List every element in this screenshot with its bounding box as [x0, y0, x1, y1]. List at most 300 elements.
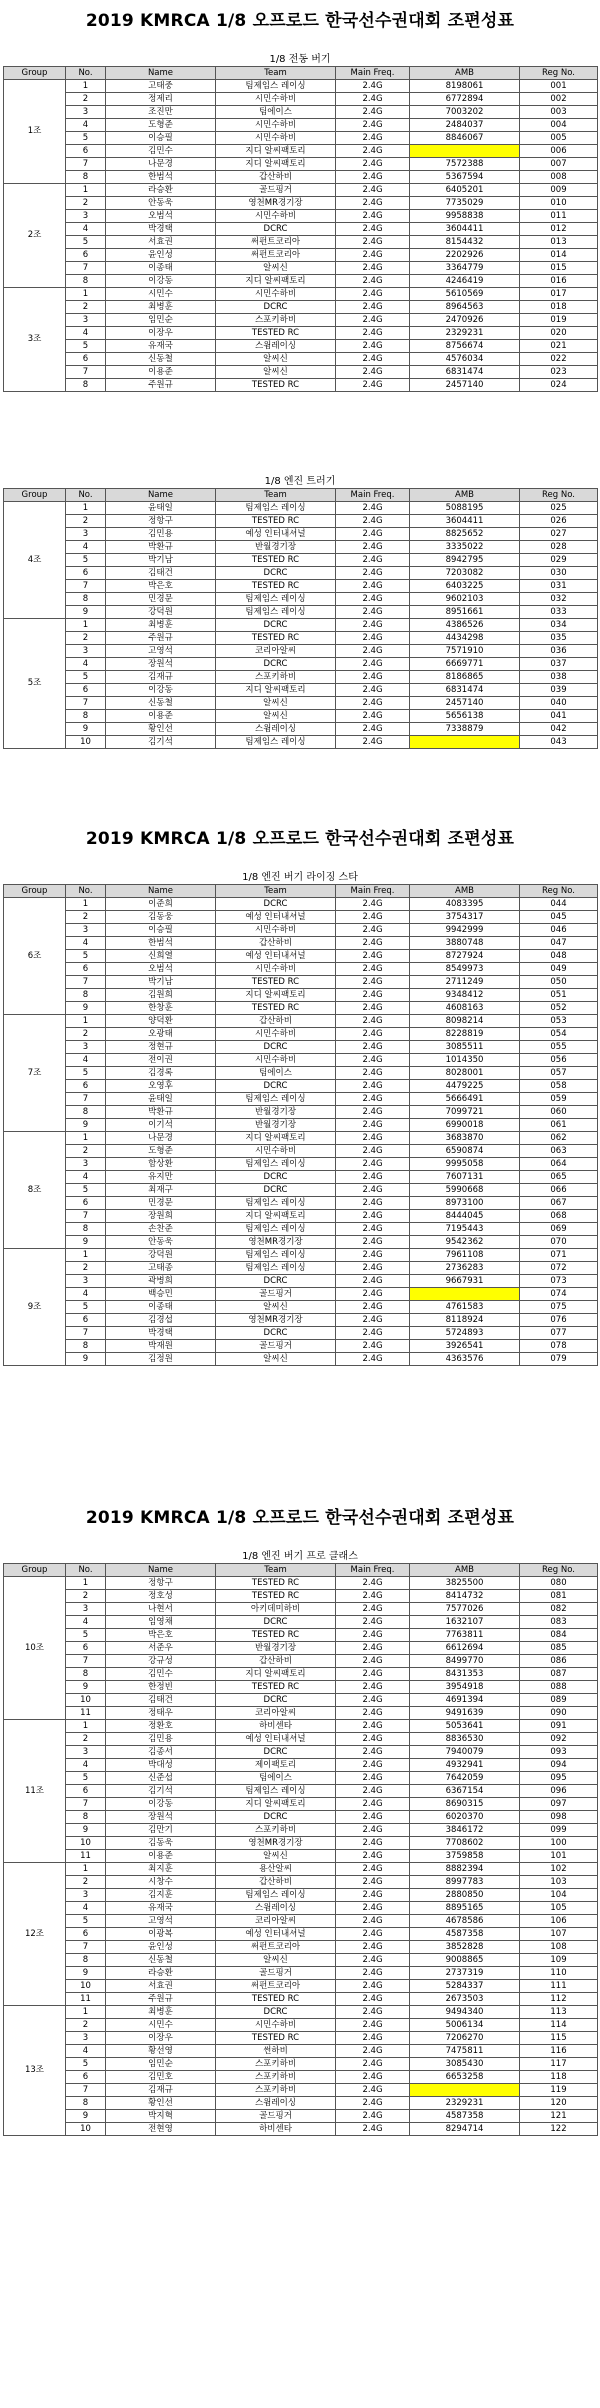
team-cell: 반월경기장: [216, 541, 336, 554]
reg-no-cell: 108: [520, 1941, 598, 1954]
reg-no-cell: 048: [520, 950, 598, 963]
name-cell: 김태건: [106, 1694, 216, 1707]
table-row: [4, 2006, 598, 2019]
amb-cell: 7642059: [410, 1772, 520, 1785]
no-cell: 3: [66, 528, 106, 541]
name-cell: 도형준: [106, 1145, 216, 1158]
team-cell: 팀제임스 레이싱: [216, 736, 336, 749]
freq-cell: 2.4G: [336, 2032, 410, 2045]
freq-cell: 2.4G: [336, 2071, 410, 2084]
table-row: [4, 366, 598, 379]
group-cell: 2조: [4, 184, 66, 288]
no-cell: 7: [66, 366, 106, 379]
freq-cell: 2.4G: [336, 2084, 410, 2097]
group-cell: 1조: [4, 80, 66, 184]
amb-cell: 8951661: [410, 606, 520, 619]
team-cell: 골드핑거: [216, 184, 336, 197]
table-row: [4, 950, 598, 963]
reg-no-cell: 028: [520, 541, 598, 554]
freq-cell: 2.4G: [336, 1915, 410, 1928]
no-cell: 11: [66, 1850, 106, 1863]
reg-no-cell: 034: [520, 619, 598, 632]
freq-cell: 2.4G: [336, 2019, 410, 2032]
no-cell: 3: [66, 1275, 106, 1288]
table-row: [4, 989, 598, 1002]
name-cell: 정항구: [106, 515, 216, 528]
reg-no-cell: 071: [520, 1249, 598, 1262]
no-cell: 7: [66, 697, 106, 710]
freq-cell: 2.4G: [336, 1616, 410, 1629]
table-row: [4, 1590, 598, 1603]
reg-no-cell: 036: [520, 645, 598, 658]
no-cell: 1: [66, 288, 106, 301]
team-cell: 지디 알씨팩토리: [216, 989, 336, 1002]
column-header: AMB: [410, 885, 520, 898]
team-cell: 골드핑거: [216, 1340, 336, 1353]
table-row: [4, 1197, 598, 1210]
amb-cell: 9491639: [410, 1707, 520, 1720]
reg-no-cell: 067: [520, 1197, 598, 1210]
no-cell: 6: [66, 684, 106, 697]
no-cell: 4: [66, 937, 106, 950]
reg-no-cell: 038: [520, 671, 598, 684]
amb-cell: 4246419: [410, 275, 520, 288]
table-row: [4, 353, 598, 366]
amb-cell: 3880748: [410, 937, 520, 950]
freq-cell: 2.4G: [336, 1275, 410, 1288]
no-cell: 1: [66, 1720, 106, 1733]
amb-cell: 8431353: [410, 1668, 520, 1681]
freq-cell: 2.4G: [336, 502, 410, 515]
reg-no-cell: 100: [520, 1837, 598, 1850]
column-header: Reg No.: [520, 67, 598, 80]
amb-cell: 8499770: [410, 1655, 520, 1668]
name-cell: 정태우: [106, 1707, 216, 1720]
table-row: [4, 1106, 598, 1119]
team-cell: TESTED RC: [216, 379, 336, 392]
column-header: No.: [66, 489, 106, 502]
amb-cell: 8118924: [410, 1314, 520, 1327]
no-cell: 5: [66, 340, 106, 353]
name-cell: 임영채: [106, 1616, 216, 1629]
freq-cell: 2.4G: [336, 1223, 410, 1236]
reg-no-cell: 005: [520, 132, 598, 145]
team-cell: DCRC: [216, 223, 336, 236]
amb-cell: 2711249: [410, 976, 520, 989]
no-cell: 1: [66, 1132, 106, 1145]
reg-no-cell: 054: [520, 1028, 598, 1041]
table-row: [4, 1798, 598, 1811]
reg-no-cell: 033: [520, 606, 598, 619]
amb-cell: 2880850: [410, 1889, 520, 1902]
table-row: [4, 93, 598, 106]
name-cell: 신준섭: [106, 1772, 216, 1785]
table-row: [4, 658, 598, 671]
team-cell: TESTED RC: [216, 1002, 336, 1015]
team-cell: DCRC: [216, 1275, 336, 1288]
freq-cell: 2.4G: [336, 275, 410, 288]
table-row: [4, 2019, 598, 2032]
reg-no-cell: 098: [520, 1811, 598, 1824]
team-cell: 갑산하비: [216, 1655, 336, 1668]
table-row: [4, 2123, 598, 2136]
team-cell: 반월경기장: [216, 1119, 336, 1132]
team-cell: 스윔레이싱: [216, 723, 336, 736]
freq-cell: 2.4G: [336, 1811, 410, 1824]
table-row: [4, 2058, 598, 2071]
team-cell: TESTED RC: [216, 515, 336, 528]
table-row: [4, 1210, 598, 1223]
no-cell: 5: [66, 1915, 106, 1928]
no-cell: 2: [66, 1262, 106, 1275]
team-cell: DCRC: [216, 1080, 336, 1093]
no-cell: 2: [66, 911, 106, 924]
amb-cell: [410, 736, 520, 749]
no-cell: 1: [66, 1577, 106, 1590]
reg-no-cell: 060: [520, 1106, 598, 1119]
reg-no-cell: 105: [520, 1902, 598, 1915]
name-cell: 정항구: [106, 1577, 216, 1590]
group-cell: 5조: [4, 619, 66, 749]
name-cell: 박경택: [106, 223, 216, 236]
header-row: [4, 67, 598, 80]
table-row: [4, 541, 598, 554]
amb-cell: 8882394: [410, 1863, 520, 1876]
name-cell: 윤인성: [106, 1941, 216, 1954]
reg-no-cell: 024: [520, 379, 598, 392]
freq-cell: 2.4G: [336, 353, 410, 366]
no-cell: 11: [66, 1993, 106, 2006]
freq-cell: 2.4G: [336, 1707, 410, 1720]
column-header: Name: [106, 489, 216, 502]
column-header: Team: [216, 1564, 336, 1577]
name-cell: 김기석: [106, 736, 216, 749]
freq-cell: 2.4G: [336, 1720, 410, 1733]
reg-no-cell: 081: [520, 1590, 598, 1603]
no-cell: 4: [66, 1902, 106, 1915]
no-cell: 9: [66, 1236, 106, 1249]
name-cell: 오영후: [106, 1080, 216, 1093]
freq-cell: 2.4G: [336, 1067, 410, 1080]
table-row: [4, 1236, 598, 1249]
column-header: Name: [106, 885, 216, 898]
freq-cell: 2.4G: [336, 1746, 410, 1759]
table-row: [4, 1733, 598, 1746]
table-row: [4, 963, 598, 976]
reg-no-cell: 076: [520, 1314, 598, 1327]
freq-cell: 2.4G: [336, 236, 410, 249]
no-cell: 5: [66, 1067, 106, 1080]
no-cell: 8: [66, 275, 106, 288]
no-cell: 3: [66, 924, 106, 937]
name-cell: 황인선: [106, 2097, 216, 2110]
reg-no-cell: 045: [520, 911, 598, 924]
section-title: 1/8 엔진 트러기: [264, 476, 336, 487]
amb-cell: 2202926: [410, 249, 520, 262]
table-row: [4, 1707, 598, 1720]
amb-cell: 3954918: [410, 1681, 520, 1694]
name-cell: 신동철: [106, 353, 216, 366]
team-cell: 스윔레이싱: [216, 1902, 336, 1915]
team-cell: TESTED RC: [216, 1629, 336, 1642]
team-cell: 시민수하비: [216, 1054, 336, 1067]
reg-no-cell: 116: [520, 2045, 598, 2058]
freq-cell: 2.4G: [336, 210, 410, 223]
column-header: Group: [4, 489, 66, 502]
team-cell: 하비센타: [216, 2123, 336, 2136]
column-header: Main Freq.: [336, 67, 410, 80]
no-cell: 2: [66, 301, 106, 314]
team-cell: 영천MR경기장: [216, 1837, 336, 1850]
no-cell: 9: [66, 606, 106, 619]
reg-no-cell: 022: [520, 353, 598, 366]
no-cell: 1: [66, 1863, 106, 1876]
name-cell: 이승필: [106, 924, 216, 937]
amb-cell: 6831474: [410, 684, 520, 697]
reg-no-cell: 039: [520, 684, 598, 697]
name-cell: 정현규: [106, 1041, 216, 1054]
group-cell: 3조: [4, 288, 66, 392]
team-cell: 시민수하비: [216, 119, 336, 132]
no-cell: 3: [66, 2032, 106, 2045]
amb-cell: 2736283: [410, 1262, 520, 1275]
team-cell: 골드핑거: [216, 2110, 336, 2123]
reg-no-cell: 042: [520, 723, 598, 736]
name-cell: 한범석: [106, 937, 216, 950]
amb-cell: 9348412: [410, 989, 520, 1002]
reg-no-cell: 069: [520, 1223, 598, 1236]
team-cell: DCRC: [216, 1746, 336, 1759]
team-cell: 제이팩토리: [216, 1759, 336, 1772]
team-cell: 지디 알씨팩토리: [216, 1668, 336, 1681]
no-cell: 7: [66, 2084, 106, 2097]
freq-cell: 2.4G: [336, 989, 410, 1002]
column-header: Name: [106, 1564, 216, 1577]
amb-cell: 7961108: [410, 1249, 520, 1262]
freq-cell: 2.4G: [336, 1967, 410, 1980]
amb-cell: 2329231: [410, 2097, 520, 2110]
name-cell: 라승환: [106, 1967, 216, 1980]
table-row: [4, 301, 598, 314]
freq-cell: 2.4G: [336, 1314, 410, 1327]
name-cell: 박환규: [106, 541, 216, 554]
amb-cell: 5610569: [410, 288, 520, 301]
reg-no-cell: 115: [520, 2032, 598, 2045]
team-cell: DCRC: [216, 301, 336, 314]
no-cell: 5: [66, 132, 106, 145]
team-cell: 팀제임스 레이싱: [216, 606, 336, 619]
team-cell: 영천MR경기장: [216, 1314, 336, 1327]
amb-cell: 6590874: [410, 1145, 520, 1158]
no-cell: 4: [66, 1616, 106, 1629]
name-cell: 이강동: [106, 1798, 216, 1811]
name-cell: 김민용: [106, 1733, 216, 1746]
freq-cell: 2.4G: [336, 976, 410, 989]
reg-no-cell: 040: [520, 697, 598, 710]
amb-cell: 3683870: [410, 1132, 520, 1145]
table-row: [4, 223, 598, 236]
reg-no-cell: 057: [520, 1067, 598, 1080]
no-cell: 4: [66, 658, 106, 671]
no-cell: 10: [66, 1980, 106, 1993]
amb-cell: 8098214: [410, 1015, 520, 1028]
reg-no-cell: 049: [520, 963, 598, 976]
column-header: Main Freq.: [336, 489, 410, 502]
amb-cell: 3759858: [410, 1850, 520, 1863]
name-cell: 강덕원: [106, 1249, 216, 1262]
team-cell: 시민수하비: [216, 924, 336, 937]
reg-no-cell: 113: [520, 2006, 598, 2019]
reg-no-cell: 093: [520, 1746, 598, 1759]
freq-cell: 2.4G: [336, 554, 410, 567]
amb-cell: 7763811: [410, 1629, 520, 1642]
table-row: [4, 1967, 598, 1980]
table-row: [4, 1262, 598, 1275]
table-row: [4, 684, 598, 697]
table-row: [4, 619, 598, 632]
team-cell: 알씨신: [216, 366, 336, 379]
table-row: [4, 197, 598, 210]
amb-cell: 5088195: [410, 502, 520, 515]
reg-no-cell: 065: [520, 1171, 598, 1184]
name-cell: 고태종: [106, 1262, 216, 1275]
reg-no-cell: 025: [520, 502, 598, 515]
team-cell: DCRC: [216, 1616, 336, 1629]
no-cell: 8: [66, 710, 106, 723]
amb-cell: 3085511: [410, 1041, 520, 1054]
amb-cell: 8846067: [410, 132, 520, 145]
no-cell: 9: [66, 1353, 106, 1366]
amb-cell: 5284337: [410, 1980, 520, 1993]
freq-cell: 2.4G: [336, 1145, 410, 1158]
page-title: 2019 KMRCA 1/8 오프로드 한국선수권대회 조편성표: [85, 829, 515, 849]
freq-cell: 2.4G: [336, 132, 410, 145]
reg-no-cell: 112: [520, 1993, 598, 2006]
no-cell: 3: [66, 1603, 106, 1616]
no-cell: 3: [66, 106, 106, 119]
reg-no-cell: 063: [520, 1145, 598, 1158]
reg-no-cell: 092: [520, 1733, 598, 1746]
freq-cell: 2.4G: [336, 80, 410, 93]
column-header: Group: [4, 1564, 66, 1577]
name-cell: 이승필: [106, 132, 216, 145]
freq-cell: 2.4G: [336, 1772, 410, 1785]
name-cell: 김태건: [106, 567, 216, 580]
team-cell: 팀제임스 레이싱: [216, 1223, 336, 1236]
freq-cell: 2.4G: [336, 710, 410, 723]
no-cell: 8: [66, 593, 106, 606]
freq-cell: 2.4G: [336, 197, 410, 210]
team-cell: 팀에이스: [216, 106, 336, 119]
no-cell: 4: [66, 1171, 106, 1184]
reg-no-cell: 031: [520, 580, 598, 593]
name-cell: 이강동: [106, 275, 216, 288]
no-cell: 10: [66, 2123, 106, 2136]
freq-cell: 2.4G: [336, 924, 410, 937]
amb-cell: 9995058: [410, 1158, 520, 1171]
no-cell: 6: [66, 353, 106, 366]
amb-cell: 8154432: [410, 236, 520, 249]
column-header: Group: [4, 885, 66, 898]
team-cell: 팀에이스: [216, 1067, 336, 1080]
name-cell: 김민용: [106, 528, 216, 541]
table-row: [4, 1603, 598, 1616]
team-cell: 하비센타: [216, 1720, 336, 1733]
reg-no-cell: 120: [520, 2097, 598, 2110]
no-cell: 1: [66, 502, 106, 515]
table-row: [4, 1746, 598, 1759]
reg-no-cell: 037: [520, 658, 598, 671]
amb-cell: 7206270: [410, 2032, 520, 2045]
name-cell: 김경섭: [106, 1314, 216, 1327]
freq-cell: 2.4G: [336, 1824, 410, 1837]
freq-cell: 2.4G: [336, 937, 410, 950]
freq-cell: 2.4G: [336, 658, 410, 671]
team-cell: 영천MR경기장: [216, 197, 336, 210]
freq-cell: 2.4G: [336, 1590, 410, 1603]
table-row: [4, 1941, 598, 1954]
table-row: [4, 1119, 598, 1132]
team-cell: 예성 인터내셔널: [216, 1733, 336, 1746]
amb-cell: 7338879: [410, 723, 520, 736]
group-table: [3, 66, 598, 392]
name-cell: 이용준: [106, 1850, 216, 1863]
table-row: [4, 80, 598, 93]
table-row: [4, 1759, 598, 1772]
name-cell: 박대성: [106, 1759, 216, 1772]
name-cell: 강덕원: [106, 606, 216, 619]
no-cell: 7: [66, 580, 106, 593]
name-cell: 임민순: [106, 314, 216, 327]
table-row: [4, 1850, 598, 1863]
amb-cell: 9942999: [410, 924, 520, 937]
name-cell: 김민호: [106, 2071, 216, 2084]
name-cell: 박기남: [106, 554, 216, 567]
table-row: [4, 632, 598, 645]
name-cell: 박은호: [106, 580, 216, 593]
name-cell: 강규성: [106, 1655, 216, 1668]
table-row: [4, 236, 598, 249]
freq-cell: 2.4G: [336, 1093, 410, 1106]
no-cell: 4: [66, 1759, 106, 1772]
amb-cell: 4479225: [410, 1080, 520, 1093]
no-cell: 7: [66, 1798, 106, 1811]
amb-cell: 4363576: [410, 1353, 520, 1366]
table-row: [4, 710, 598, 723]
freq-cell: 2.4G: [336, 2123, 410, 2136]
section-title: 1/8 전동 버기: [269, 54, 331, 65]
amb-cell: 7099721: [410, 1106, 520, 1119]
name-cell: 황인선: [106, 723, 216, 736]
table-row: [4, 1954, 598, 1967]
amb-cell: [410, 1288, 520, 1301]
reg-no-cell: 020: [520, 327, 598, 340]
freq-cell: 2.4G: [336, 1876, 410, 1889]
team-cell: 예성 인터내셔널: [216, 911, 336, 924]
freq-cell: 2.4G: [336, 1798, 410, 1811]
team-cell: 팀에이스: [216, 1772, 336, 1785]
amb-cell: 8895165: [410, 1902, 520, 1915]
freq-cell: 2.4G: [336, 632, 410, 645]
group-cell: 9조: [4, 1249, 66, 1366]
team-cell: 알씨신: [216, 1353, 336, 1366]
reg-no-cell: 073: [520, 1275, 598, 1288]
team-cell: 알씨신: [216, 1850, 336, 1863]
name-cell: 이용준: [106, 366, 216, 379]
no-cell: 9: [66, 2110, 106, 2123]
freq-cell: 2.4G: [336, 288, 410, 301]
column-header: No.: [66, 1564, 106, 1577]
